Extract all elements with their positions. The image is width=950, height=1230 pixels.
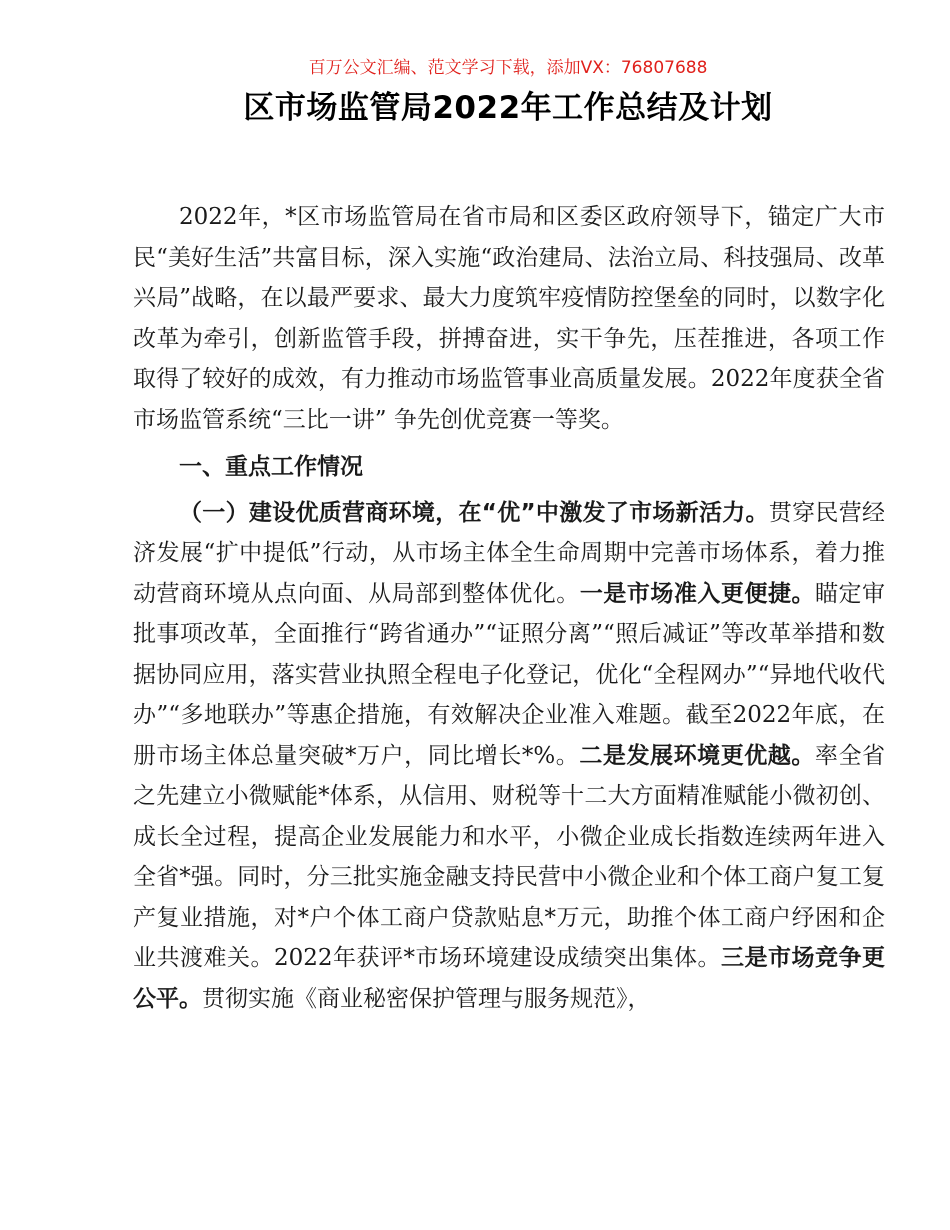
subsection-paragraph (133, 493, 885, 1020)
page-title: 区市场监管局2022年工作总结及计划 (243, 90, 773, 126)
point-2-label: 二是发展环境更优越。 (579, 742, 815, 769)
subsection-heading: （一）建设优质营商环境，在“优”中激发了市场新活力。 (179, 499, 769, 526)
point-2-text: 率全省之先建立小微赋能*体系，从信用、财税等十二大方面精准赋能小微初创、成长全过程，提高企业发展能力和水平，小微企业成长指数连续两年进入全省*强。同时，分三批实施金融支持民营中小微企业和个体工商户复工复产复业措施，对*户个体工商户贷款贴息*万元，助推个体工商户纾困和企业共渡难关。2022年获评*市场环境建设成绩突出集体。 (133, 742, 886, 971)
point-3-text: 贯彻实施《商业秘密保护管理与服务规范》， (202, 985, 651, 1012)
document-body (133, 197, 885, 1019)
point-3-label: 三是市场竞争更公平。 (133, 945, 885, 1012)
point-1-text: 瞄定审批事项改革，全面推行“跨省通办”“证照分离”“照后减证”等改革举措和数据协同应用，落实营业执照全程电子化登记，优化“全程网办”“异地代收代办”“多地联办”等惠企措施，有效解决企业准入难题。截至2022年底，在册市场主体总量突破*万户，同比增长*%。 (133, 580, 886, 769)
intro-paragraph: 2022年，*区市场监管局在省市局和区委区政府领导下，锚定广大市民“美好生活”共富目标，深入实施“政治建局、法治立局、科技强局、改革兴局”战略，在以最严要求、最大力度筑牢疫情防控堡垒的同时，以数字化改革为牵引，创新监管手段，拼搏奋进，实干争先，压茬推进，各项工作取得了较好的成效，有力推动市场监管事业高质量发展。2022年度获全省市场监管系统“三比一讲” 争先创优竞赛一等奖。 (133, 204, 885, 433)
point-1-label: 一是市场准入更便捷。 (579, 580, 815, 607)
section-heading: 一、重点工作情况 (179, 454, 363, 480)
subsection-text: 贯穿民营经济发展“扩中提低”行动，从市场主体全生命周期中完善市场体系，着力推动营商环境从点向面、从局部到整体优化。 (133, 499, 886, 607)
header-watermark-note: 百万公文汇编、范文学习下载，添加VX：76807688 (308, 58, 708, 78)
